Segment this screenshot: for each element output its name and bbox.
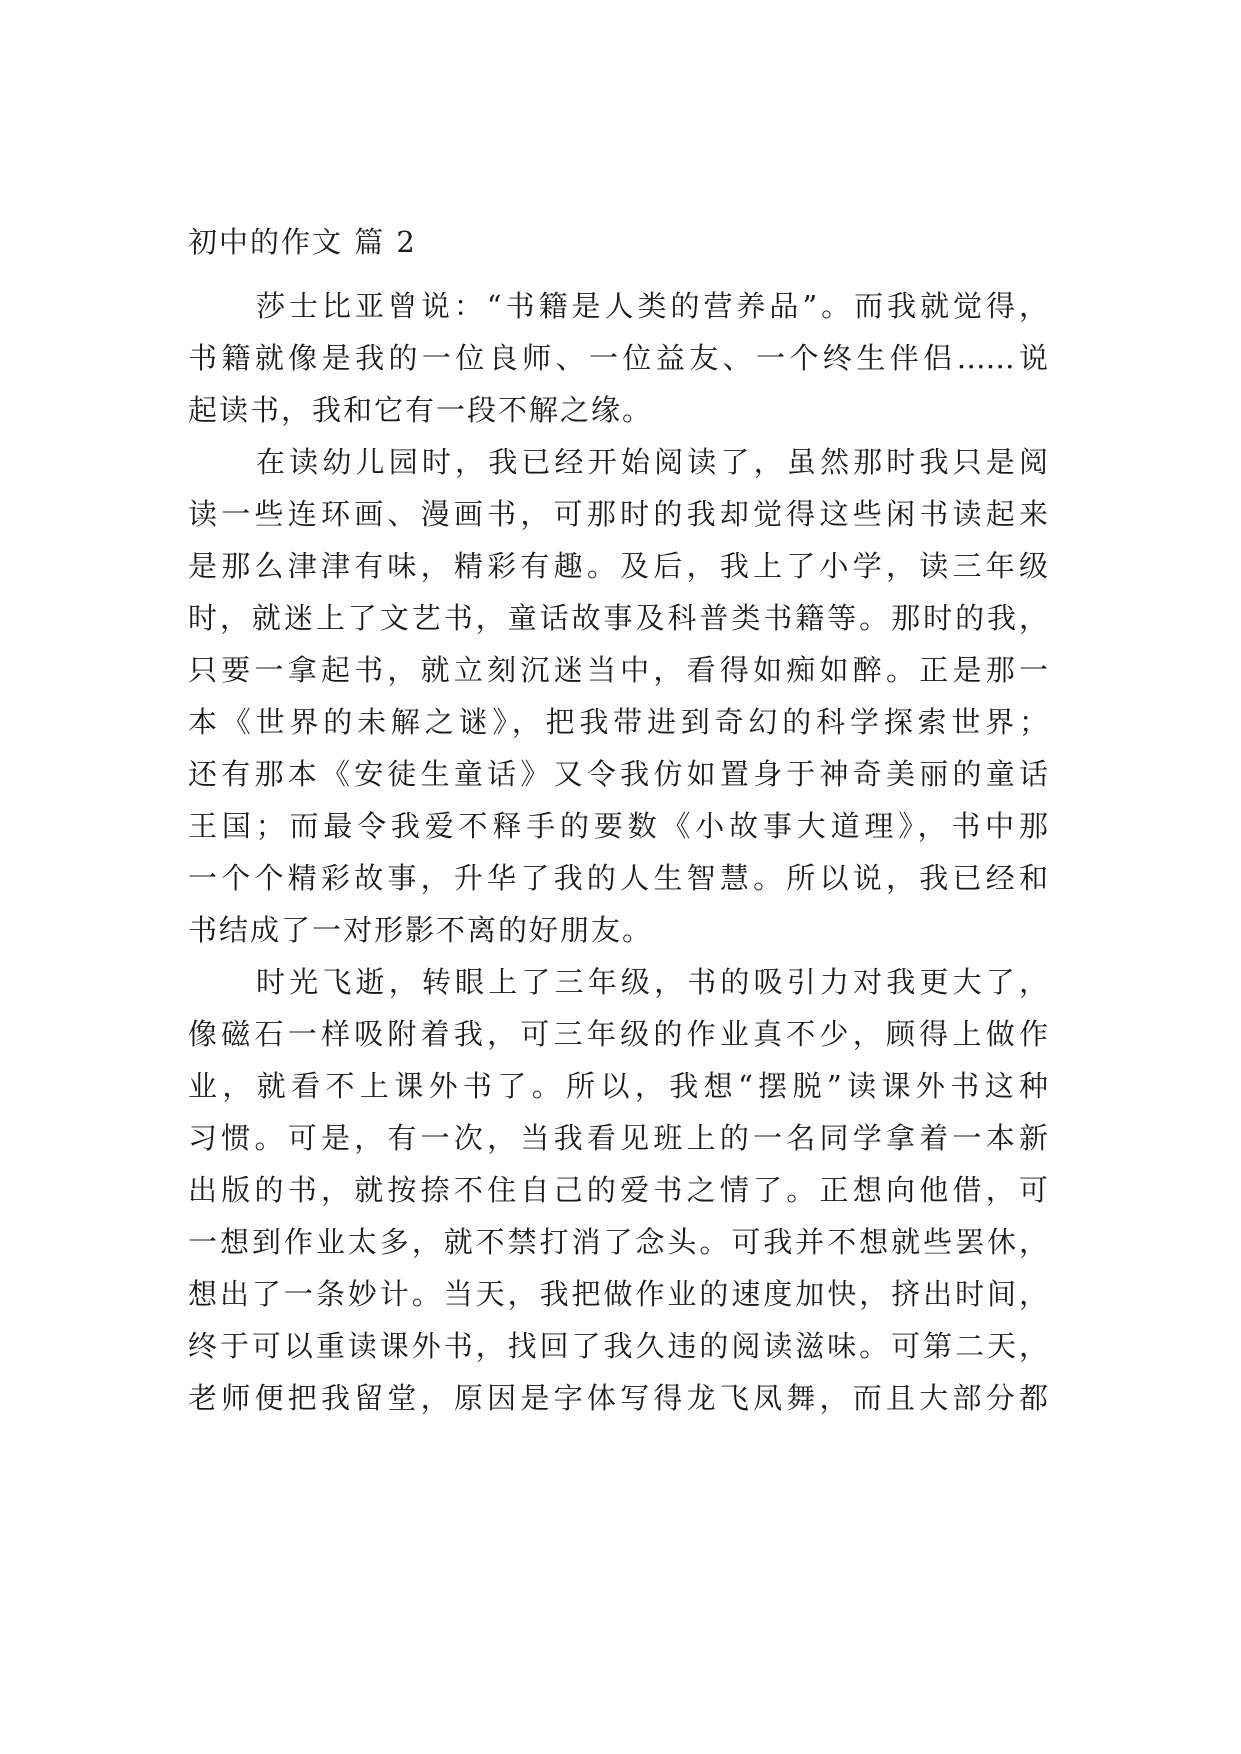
paragraph-2-line-10: 书结成了一对形影不离的好朋友。 (188, 913, 654, 947)
paragraph-3-line-4: 习惯。可是，有一次，当我看见班上的一名同学拿着一本新 (188, 1121, 1048, 1155)
paragraph-3-line-1: 时光飞逝，转眼上了三年级，书的吸引力对我更大了， (256, 965, 1048, 999)
paragraph-3-line-6: 一想到作业太多，就不禁打消了念头。可我并不想就些罢休， (188, 1225, 1048, 1259)
paragraph-2-line-3: 是那么津津有味，精彩有趣。及后，我上了小学，读三年级 (188, 549, 1048, 583)
paragraph-2-line-9: 一个个精彩故事，升华了我的人生智慧。所以说，我已经和 (188, 861, 1048, 895)
paragraph-2-line-7: 还有那本《安徒生童话》又令我仿如置身于神奇美丽的童话 (188, 757, 1048, 791)
paragraph-2-line-6: 本《世界的未解之谜》，把我带进到奇幻的科学探索世界； (188, 705, 1048, 739)
paragraph-2-line-1: 在读幼儿园时，我已经开始阅读了，虽然那时我只是阅 (256, 445, 1048, 479)
paragraph-3-line-8: 终于可以重读课外书，找回了我久违的阅读滋味。可第二天， (188, 1329, 1048, 1363)
paragraph-2-line-5: 只要一拿起书，就立刻沉迷当中，看得如痴如醉。正是那一 (188, 653, 1048, 687)
paragraph-2-line-8: 王国；而最令我爱不释手的要数《小故事大道理》，书中那 (188, 809, 1048, 843)
paragraph-3-line-2: 像磁石一样吸附着我，可三年级的作业真不少，顾得上做作 (188, 1017, 1048, 1051)
paragraph-1-line-2: 书籍就像是我的一位良师、一位益友、一个终生伴侣……说 (188, 341, 1048, 375)
paragraph-2-line-4: 时，就迷上了文艺书，童话故事及科普类书籍等。那时的我， (188, 601, 1048, 635)
essay-title: 初中的作文 篇 2 (188, 225, 417, 259)
paragraph-1-line-1: 莎士比亚曾说：“书籍是人类的营养品”。而我就觉得， (256, 289, 1048, 323)
paragraph-1-line-3: 起读书，我和它有一段不解之缘。 (188, 393, 654, 427)
paragraph-3-line-3: 业，就看不上课外书了。所以，我想“摆脱”读课外书这种 (188, 1069, 1048, 1103)
paragraph-3-line-9: 老师便把我留堂，原因是字体写得龙飞凤舞，而且大部分都 (188, 1381, 1048, 1415)
paragraph-3-line-5: 出版的书，就按捺不住自己的爱书之情了。正想向他借，可 (188, 1173, 1048, 1207)
paragraph-2-line-2: 读一些连环画、漫画书，可那时的我却觉得这些闲书读起来 (188, 497, 1048, 531)
paragraph-3-line-7: 想出了一条妙计。当天，我把做作业的速度加快，挤出时间， (188, 1277, 1048, 1311)
